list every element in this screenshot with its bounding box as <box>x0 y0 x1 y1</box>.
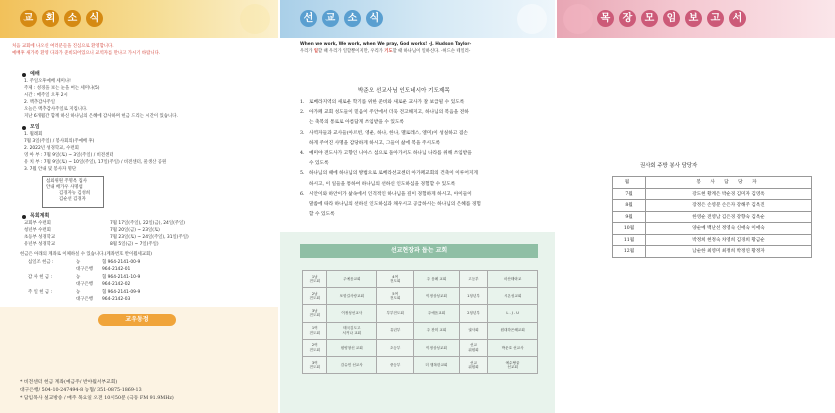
staff-role: 섭외위원 <box>46 179 63 184</box>
prayer-text: 하게 주어진 사명을 감당하게 하시고, 그들이 삶에 복을 주시도록 <box>309 140 441 146</box>
bullet-icon <box>22 215 26 219</box>
prayer-number: 4. <box>300 151 305 157</box>
account-number: 협 964-2141-09-9 <box>102 290 141 295</box>
title-char: 교 <box>322 10 339 27</box>
prayer-item <box>300 118 548 128</box>
prayer-text: 수 있도록 <box>309 161 329 167</box>
cell-report-page <box>557 0 835 413</box>
prayer-number <box>300 159 309 169</box>
title-char: 교 <box>20 10 37 27</box>
region-church: 포항길사랑교회 <box>327 288 377 305</box>
prayer-text: 아가페 교회 성도들이 믿음이 주안에서 더욱 견고해지고, 하나님의 복음을 전하 <box>309 110 469 116</box>
prayer-number: 1. <box>300 100 305 105</box>
title-char: 고 <box>707 10 724 27</box>
region-group: 1남 전도회 <box>303 271 327 288</box>
meeting-line: 7월 3일(주일) / 봉사회의(주예배 후) <box>24 139 95 144</box>
account-bank: 농 <box>76 260 81 265</box>
prayer-item <box>300 139 548 149</box>
duty-table <box>612 176 812 258</box>
duty-header-month: 월 <box>613 177 646 189</box>
region-group: 선교 위원회 <box>459 339 488 356</box>
title-char: 식 <box>366 10 383 27</box>
flower-decoration <box>563 4 593 34</box>
region-row <box>303 339 538 356</box>
prayer-text: 하나님의 때에 하나님의 방법으로 로베라선교센터 아가페교회의 건축이 이루어지게 <box>309 171 478 177</box>
mission-news-page <box>280 0 555 413</box>
bullet-icon <box>22 126 26 130</box>
quote-part: 할 때 하나님이 일하신다. -허드슨 테일러- <box>392 49 471 54</box>
mission-news-title <box>300 10 383 27</box>
event-date: 7월 20일(금) ~ 23일(토) <box>110 228 160 233</box>
region-row <box>303 305 538 322</box>
region-church: 주 찬미 교회 <box>414 322 459 339</box>
offering-intro: 헌금은 아래의 계좌로 이체하실 수 있습니다.(계좌번호 반이월세교회) <box>20 252 152 257</box>
quote-part: 할 때 우리가 일할뿐이지만, 우리가 <box>317 49 385 54</box>
prayer-text: 로베라지역의 새로운 학기를 위한 준비와 새로운 교사가 잘 보급될 수 있도록 <box>309 100 465 105</box>
duty-header-row <box>613 177 812 189</box>
prayer-text: 사역자들과 교사들(아르빈, 영운, 하나, 한나, 멜로레스, 엘미)이 성실하고 겸손 <box>309 130 468 136</box>
account-number: 964-2142-01 <box>102 267 131 272</box>
region-church: 더 행복한교회 <box>414 356 459 373</box>
duty-header-staff: 봉 사 담 당 자 <box>646 177 812 189</box>
duty-month: 10월 <box>613 223 646 235</box>
region-church: 주 음폐 교회 <box>414 271 459 288</box>
account-bank: 대구은행 <box>76 297 93 302</box>
meeting-line: 유 치 부 : 7월 9일(토) ~ 10일(주일), 17일(주일) / 비전센터, 물생산 공원 <box>24 160 167 165</box>
region-table <box>302 270 538 374</box>
region-church: 마산태락교 <box>488 271 538 288</box>
duty-staff: 한영순 전영남 김은경 강향숙 김옥순 <box>646 211 812 223</box>
prayer-item <box>300 159 548 169</box>
prayer-item <box>300 190 548 200</box>
prayer-number: 3. <box>300 130 305 136</box>
title-char: 회 <box>42 10 59 27</box>
title-char: 선 <box>300 10 317 27</box>
title-char: 소 <box>64 10 81 27</box>
region-church: 감슈민 선교사 <box>327 356 377 373</box>
region-group: 2여 전도회 <box>303 339 327 356</box>
region-church: 이정상성교회 <box>414 288 459 305</box>
prayer-number <box>300 210 309 220</box>
prayer-title: 박준오 선교사님 인도네시아 기도제목 <box>358 88 450 94</box>
region-group: 선교 위원회 <box>459 356 488 373</box>
region-row <box>303 356 538 373</box>
region-church: 주예음교회 <box>414 305 459 322</box>
region-group: 부부전도회 <box>377 305 414 322</box>
region-church: 이정성선교사 <box>327 305 377 322</box>
event-name: 청년부 수련회 <box>24 228 51 233</box>
account-bank: 대구은행 <box>76 282 93 287</box>
quote-korean <box>300 49 470 55</box>
region-group: 2남 전도회 <box>303 288 327 305</box>
section-meeting: 모임 <box>30 124 40 130</box>
region-group: 3남 전도회 <box>303 305 327 322</box>
region-group: 1청년부 <box>459 288 488 305</box>
meeting-line: 영 아 부 : 7월 9일(토) ~ 3일(주일) / 비전센터 <box>24 153 114 158</box>
duty-row <box>613 234 812 246</box>
duty-title: 권사회 주방 봉사 담당자 <box>640 163 698 169</box>
title-char: 모 <box>641 10 658 27</box>
region-church: 원양창신 교회 <box>327 339 377 356</box>
region-group: 권사회 <box>459 322 488 339</box>
staff-role: 안내 <box>46 184 55 190</box>
duty-staff: 박정희 현정숙 차영희 김경희 황금순 <box>646 234 812 246</box>
region-group: 4여 전도회 <box>377 271 414 288</box>
mission-news-banner <box>280 0 555 38</box>
region-group: 3여 전도회 <box>303 356 327 373</box>
account-bank: 농 <box>76 275 81 280</box>
duty-month: 9월 <box>613 211 646 223</box>
prayer-number: 2. <box>300 110 305 116</box>
prayer-text: 시안이와 하안이가 삶속에서 인격적인 하나님을 깊이 경험하게 하시고, 아이들이 <box>309 191 472 197</box>
duty-row <box>613 188 812 200</box>
quote-english: When we work, We work, when We pray, God works! -J. Hudson Taylor- <box>300 42 472 47</box>
region-row <box>303 288 538 305</box>
account-label: 감 사 헌 금 : <box>28 275 53 280</box>
account-number: 964-2142-02 <box>102 282 131 287</box>
title-char: 서 <box>729 10 746 27</box>
notice-line: * 비전센터 헌금 계좌(예금주/ 반야월서부교회) <box>20 380 118 385</box>
title-char: 소 <box>344 10 361 27</box>
section-worship: 예배 <box>30 71 40 77</box>
quote-highlight: 일 <box>313 49 318 54</box>
duty-row <box>613 223 812 235</box>
region-group: 유년부 <box>377 322 414 339</box>
prayer-text: 예미야 전도사가 고향인 니아스 섬으로 돌아가서도 하나님 나라를 위해 쓰임받을 <box>309 151 472 157</box>
staff-names: 김순선 김경자 <box>59 196 86 202</box>
duty-month: 11월 <box>613 234 646 246</box>
region-group: 고등부 <box>459 271 488 288</box>
prayer-text: 말씀에 따라 하나님의 선하신 인도하심과 채우시고 공급하시는 하나님의 은혜를 경험 <box>309 202 481 208</box>
prayer-text: 할 수 있도록 <box>309 212 335 218</box>
prayer-item <box>300 180 548 190</box>
duty-month: 8월 <box>613 200 646 212</box>
worship-line: 2. 맥추감사주일 <box>24 100 56 105</box>
bullet-icon <box>22 73 26 77</box>
duty-staff: 남순한 최영미 최정희 박정연 황정자 <box>646 246 812 258</box>
region-title: 선교현장과 돕는 교회 <box>300 244 538 258</box>
quote-highlight: 기도 <box>384 49 393 54</box>
account-number: 협 964-2141-10-9 <box>102 275 141 280</box>
account-label: 십일조 헌금 : <box>28 260 54 265</box>
account-number: 협 964-2141-00-9 <box>102 260 141 265</box>
title-char: 목 <box>597 10 614 27</box>
region-group: 5여 전도회 <box>377 288 414 305</box>
duty-row <box>613 200 812 212</box>
prayer-item <box>300 210 548 220</box>
prayer-text: 는 축복의 통로로 아름답게 쓰임받을 수 있도록 <box>309 120 404 126</box>
church-news-banner <box>0 0 278 38</box>
region-row <box>303 322 538 339</box>
region-church: 박운호 선교사 <box>488 339 538 356</box>
volunteer-box <box>42 176 104 208</box>
prayer-number <box>300 118 309 128</box>
cell-report-banner <box>557 0 835 38</box>
flower-decoration <box>240 4 270 34</box>
title-char: 보 <box>685 10 702 27</box>
event-date: 7월 23일(토) ~ 24일(주일), 31일(주일) <box>110 235 189 240</box>
worship-line: 오늘은 맥추감사주일로 지킵니다. <box>24 107 88 112</box>
member-news-label: 교우동정 <box>98 314 176 326</box>
event-name: 유년부 성경학교 <box>24 242 56 247</box>
region-group: 2청년부 <box>459 305 488 322</box>
notice-line: * 담임목사 설교방송 / 매주 목요일 오전 10시50분 (극동 FM 91.9MHz) <box>20 396 174 401</box>
worship-line: 1. 주일오후예배 세미나! <box>24 79 71 84</box>
region-church: 시온성교회 <box>488 288 538 305</box>
duty-row <box>613 246 812 258</box>
region-church: 에수땅끝 선교회 <box>488 356 538 373</box>
region-church: 이정상성교회 <box>414 339 459 356</box>
prayer-number <box>300 200 309 210</box>
duty-staff: 장정은 손영분 손은자 강해주 김옥진 <box>646 200 812 212</box>
event-name: 초등부 성경학교 <box>24 235 56 240</box>
region-church: 주예음교회 <box>327 271 377 288</box>
staff-names: 김경자뉴 김성희 <box>59 190 91 196</box>
worship-line: 시간 : 매주일 오후 2시 <box>24 93 68 98</box>
duty-staff: 강도현 황계은 박순경 김미자 김영옥 <box>646 188 812 200</box>
worship-line: 주제 : 성경을 보는 눈을 여는 세미나(5) <box>24 86 100 91</box>
account-label: 주 일 헌 금 : <box>28 290 53 295</box>
section-events: 목회계획 <box>30 213 50 219</box>
prayer-item <box>300 149 548 159</box>
event-date: 7월 17일(주일), 22일(금), 24일(주일) <box>110 221 185 226</box>
prayer-text: 하시고, 이 일들을 통하여 하나님의 선하신 인도하심을 경험할 수 있도록 <box>309 181 456 187</box>
staff-names: 주명옥 집사 <box>64 179 87 184</box>
cloud-decoration <box>517 4 547 34</box>
prayer-number: 5. <box>300 171 305 177</box>
prayer-item <box>300 108 548 118</box>
region-church: 원대하은혜교회 <box>488 322 538 339</box>
prayer-item <box>300 169 548 179</box>
region-row <box>303 271 538 288</box>
region-group: 1여 전도회 <box>303 322 327 339</box>
region-group: 중등부 <box>377 356 414 373</box>
prayer-number: 6. <box>300 191 305 197</box>
prayer-number <box>300 180 309 190</box>
prayer-item <box>300 98 548 108</box>
title-char: 장 <box>619 10 636 27</box>
event-date: 8월 5일(금) ~ 7일(주일) <box>110 242 159 247</box>
region-church: L . J . U <box>488 305 538 322</box>
staff-names: 배가우 사명섭 <box>55 184 83 190</box>
title-char: 식 <box>86 10 103 27</box>
church-news-page <box>0 0 278 413</box>
prayer-item <box>300 129 548 139</box>
worship-line: 지난 6개월간 함께 하신 하나님의 은혜에 감사하며 헌금 드리는 시간이 있습니다. <box>24 114 178 119</box>
duty-month: 12월 <box>613 246 646 258</box>
account-bank: 대구은행 <box>76 267 93 272</box>
meeting-line: 2. 2022년 성경학교, 수련회 <box>24 146 79 151</box>
meeting-line: 1. 월례회 <box>24 132 43 137</box>
quote-part: 우리가 <box>300 49 314 54</box>
event-name: 교회부 수련회 <box>24 221 51 226</box>
prayer-number <box>300 139 309 149</box>
notice-line: 대구은행/ 504-10-247494-8 농협/ 351-0875-1869-13 <box>20 388 142 393</box>
region-group: 초등부 <box>377 339 414 356</box>
duty-staff: 양순예 백난선 정영숙 신애숙 이애숙 <box>646 223 812 235</box>
welcome-line-2: 예배후 새가족 환영 다과가 준비되어있으니 교역자를 만나고 가시기 바랍니다. <box>12 51 161 56</box>
meeting-line: 3. 7월 안내 및 봉사자 명단 <box>24 167 77 172</box>
cell-report-title <box>597 10 746 27</box>
church-news-title <box>20 10 103 27</box>
duty-month: 7월 <box>613 188 646 200</box>
account-number: 964-2142-03 <box>102 297 131 302</box>
prayer-item <box>300 200 548 210</box>
duty-row <box>613 211 812 223</box>
title-char: 임 <box>663 10 680 27</box>
welcome-line-1: 처음 교회에 나오신 여러분들을 진심으로 환영합니다. <box>12 44 114 49</box>
account-bank: 농 <box>76 290 81 295</box>
region-church: 태국김도고 서커나 교회 <box>327 322 377 339</box>
prayer-list <box>300 98 548 220</box>
